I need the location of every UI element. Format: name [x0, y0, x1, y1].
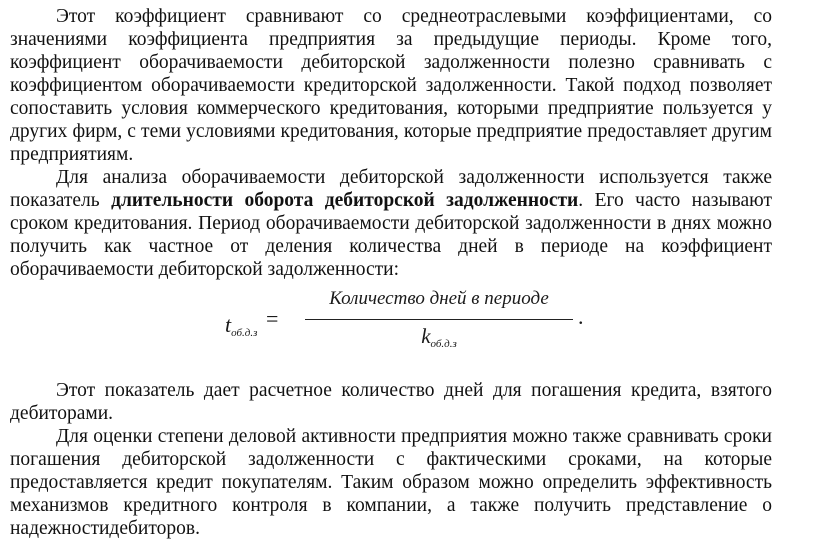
formula-symbol: k — [421, 324, 431, 348]
formula-subscript: об.д.з — [430, 338, 457, 350]
fraction-bar — [305, 319, 573, 320]
formula-trailing-dot: . — [578, 304, 584, 329]
document-page — [10, 5, 772, 540]
formula-lhs — [225, 313, 257, 345]
paragraph-comparison: Этот коэффициент сравнивают со среднеотраслевыми коэффициентами, со значениями коэффициента предприятия за предыдущие периоды. Кроме того, коэффициент оборачиваемости дебиторской задолженности полезно сравнивать с коэффициентом оборачиваемости кредиторской задолженности. Такой подход позволяет сопоставить условия коммерческого кредитования, которыми предприятие пользуется у других фирм, с теми условиями кредитования, которые предприятие предоставляет другим предприятиям. — [10, 6, 772, 165]
paragraph-business-activity: Для оценки степени деловой активности предприятия можно также сравнивать сроки погашения дебиторской задолженности с фактическими сроками, на которые предоставляется кредит покупателям. Таким образом можно определить эффективность механизмов кредитного контроля в компании, а также получить представление о надежностидебиторов. — [10, 426, 772, 539]
formula — [10, 285, 772, 377]
paragraph-duration-indicator — [10, 166, 772, 281]
bold-term: длительности оборота дебиторской задолженности — [111, 190, 579, 211]
paragraph-indicator-meaning: Этот показатель дает расчетное количество дней для погашения кредита, взятого дебиторами. — [10, 380, 772, 424]
formula-subscript: об.д.з — [231, 327, 258, 339]
formula-equals: = — [266, 306, 279, 331]
formula-numerator: Количество дней в периоде — [329, 288, 549, 309]
formula-symbol: t — [225, 312, 232, 337]
paragraph-text: . Его часто называют сроком кредитования. Период оборачиваемости дебиторской задолженности в днях можно получить как частное от деления количества дней в периоде на коэффициент оборачиваемости дебиторской задолженности: — [10, 190, 772, 280]
formula-denominator — [305, 325, 573, 356]
paragraph-text: Для анализа оборачиваемости дебиторской задолженности используется также показатель — [10, 167, 772, 211]
